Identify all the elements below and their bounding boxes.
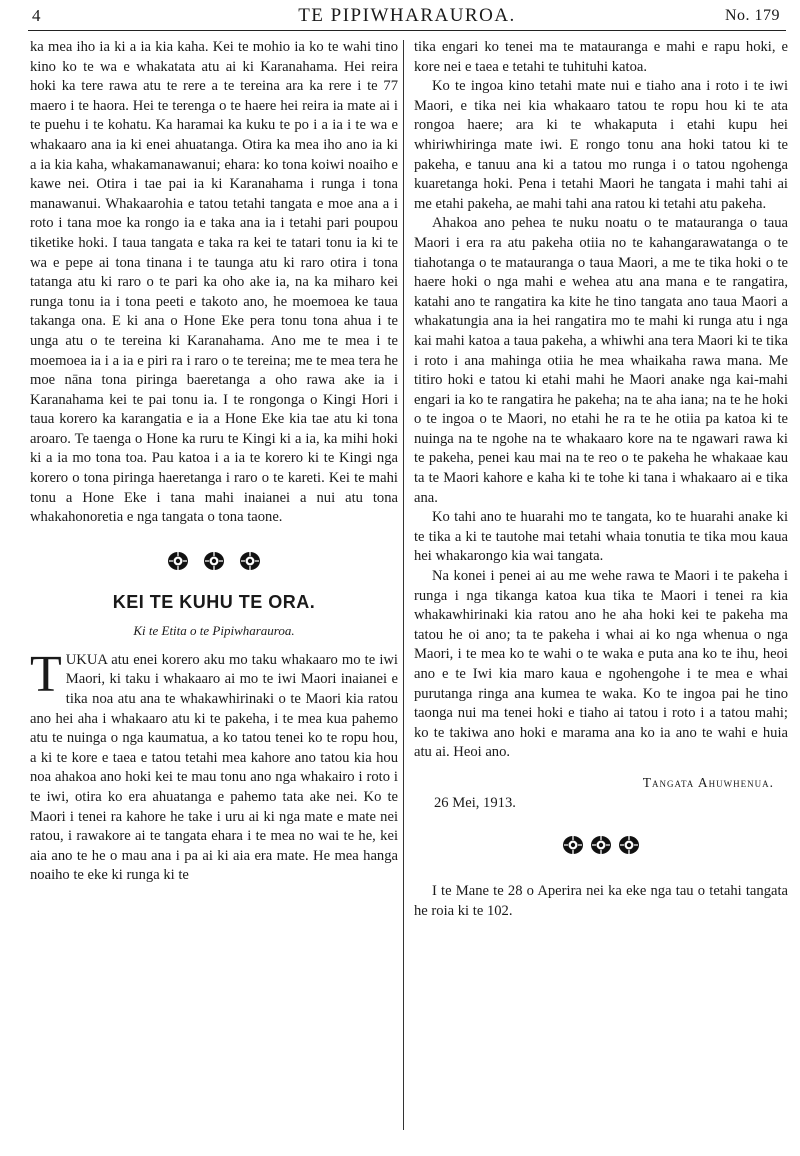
left-column [30, 38, 398, 886]
page-header [28, 4, 786, 31]
article-continuation-paragraph: ka mea iho ia ki a ia kia kaha. Kei te mohio ia ko te wahi tino kino ko te wa e whakatata atu ai ki Karanahama. Hei reira hoki ka tere rawa atu te rere a te tereina ara ka rere i te 77 maero i te haora. Hei te terenga o te haere hei reira ia mate ai i te puehu i te kohatu. Ka haramai ka kuku te po i a ia i te wa e whakaaro ana ia ki enei ahuatanga. Otira ka mea iho ano ia ki a ia kia kaha, whakamanawanui; ehara: ko tona koiwi noaiho e kawe nei. Otira i tae pai ia ki Karanahama i runga i tona manawanui. Whakaarohia e tatou tetahi tangata e moe ana a i roto i tana moe ka rongo ia e taka ana ia i tetahi pari poupou tiketike hoki. I taua tangata e taka ra kei te tatari tonu ia ki te wa e pepe ai tona tinana i te taunga atu ki raro otira i tona tatanga atu ki raro o te pari ka oho ake ia, na ka miharo kei runga tonu ia i tona peeti e takoto ano, he moemoea ke taua takanga ona. E ki ana o Hone Eke pera tonu tona ahua i te unga atu o te tereina ki Karanahama. Ano me te mea i te moemoea ia i a ia e piri ra i raro o te tereina; me te mea tera he moe nāna tona piringa baeretanga a oho rawa ake ia i Karanahama kei te pai tonu ia. I te rongonga o Kingi Hori i taua korero ka karangatia e ia a Hone Eke kia tae atu ki tona aroaro. Te taenga o Hone ka ruru te Kingi ki a ia, ka mihi hoki ki a ia mo tona toa. Pau katoa i a ia te korero ki te Kingi nga korero o tona piringa haeretanga i raro o te kareti. Kei te mahi tonu a Hone Eke i tana mahi inaianei a nui atu tona whakahonoretia e nga tangata o tona taone. [30, 39, 398, 526]
letter-paragraph: Ko te ingoa kino tetahi mate nui e tiaho ana i roto i te iwi Maori, e tika nei kia whakaaro tatou te ropu hou ki te ata rongoa haere; ara ki te whakaputa i etahi kupu hei whiriwhiringa mate iwi. E rongo tonu ana hoki tatou ki te pakeha, e tanuu ana ki a tatou mo runga i o tatou ngohenga kuaretanga hoki. Pena i tetahi Maori he tangata i mahi tahi ai me etahi pakeha, ae mahi tahi ana ratou ki tetahi atu pakeha. [414, 78, 788, 212]
letter-text: UKUA atu enei korero aku mo taku whakaaro mo te iwi Maori, ki taku i whakaaro ai mo te iwi Maori inaianei e tika noa atu ana te whakawhirinaki o te Maori kia ratou ano hei aha i whakaaro atu ki te pakeha, i te mea kua pahemo atu te nuinga o nga kaumatua, a ko tatou tenei ko te ropu hou, a ki te kore e taea e tatou tetahi mea kahore ano tatou kia hou noa ahakoa ano hoki kei te mau tonu ano nga whakairo i roto i te iwi, otira ko era ahuatanga e pahemo tata ake nei. Ko te Maori i tenei ra kahore he take i uru ai ki nga mate e mate nei ratou, i rawakore ai te tangata ehara i te mea no wai te he, kei aia ano te he o mau ana i pa ai ki aia era mate. He mea hanga noaiho te eke ki runga ki te [30, 651, 398, 884]
flower-ornament-icon [166, 550, 190, 572]
section-ornament [414, 834, 788, 856]
article-subheading: Ki te Etita o te Pipiwharauroa. [133, 622, 295, 638]
right-column [414, 38, 788, 921]
page-number: 4 [32, 6, 41, 25]
flower-ornament-icon [617, 834, 641, 856]
letter-paragraph: Ko tahi ano te huarahi mo te tangata, ko te huarahi anake ki te tika a ki te tautohe mai tetahi whaia tonutia te tika mou kaua hei whakarongo kia wai tangata. [414, 509, 788, 565]
flower-ornament-icon [589, 834, 613, 856]
news-item-paragraph: I te Mane te 28 o Aperira nei ka eke nga tau o tetahi tangata he roia ki te 102. [414, 882, 788, 919]
section-ornament [30, 550, 398, 572]
letter-paragraph [30, 645, 398, 886]
article-heading: KEI TE KUHU TE ORA. [112, 591, 316, 612]
drop-cap: T [30, 645, 62, 703]
issue-number: No. 179 [724, 7, 780, 24]
column-divider [403, 40, 404, 1130]
flower-ornament-icon [202, 550, 226, 572]
flower-ornament-icon [561, 834, 585, 856]
letter-paragraph: tika engari ko tenei ma te matauranga e mahi e rapu hoki, e kore nei e taea e tetahi te tuhituhi katoa. [414, 39, 788, 75]
letter-date: 26 Mei, 1913. [434, 794, 516, 811]
letter-paragraph: Ahakoa ano pehea te nuku noatu o te matauranga o taua Maori i era ra atu pakeha otiia no te kahangarawatanga o te tiahotanga o te matauranga o taua Maori, a me te tika hoki o te haere hoki o nga mahi e wehea atu ana mana e te rangatira, katahi ano te rangatira ka kite he tino tangata ano taua Maori a whakatungia ana ia hei rangatira mo te mahi ki runga atu i nga kai mahi katoa a taua pakeha, a whiwhi ana tera Maori ki te tika i roto i ana mahinga otiia he mea whaikaha rawa mana. Me titiro hoki e tatou ki etahi mahi he Maori anake nga kai-mahi engari ia ko te rangatira he pakeha; na te aha iana; na te he hoki o te ingoa o te Maori, no etahi he ra te he otiia pa katoa ki te nuinga na te ngohe na te whakaaro kore na te ngawari rawa ki te pakeha, penei kau mai na te reo o te pakeha he whakaae kau ta te Maori kahore e kaha ki te tohe ki tana i whakaaro ai e tika ana. [414, 215, 788, 506]
letter-signature: Tangata Ahuwhenua. [642, 774, 774, 790]
letter-paragraph: Na konei i penei ai au me wehe rawa te Maori i te pakeha i runga i nga tikanga katoa kua tika te Maori i tenei ra kia whakawhirinaki kia ratou ano he aha hoki kei te pakeha ma tatou he oi ano; ta te pakeha i whai ai ko nga whenua o nga Maori, i te mea ko te wahi o te waka e puta ana ko te ihu, heoi ano e te Iwi kia maro kaua e ngohengohe i te mea e whai purutanga ringa ana kumea te waka. Ko te ingoa pai he tino taonga nui ma tenei hoki e tiaho ai tatou i roto i a tatou mahi; ko te takiwa ano hoki e marama ana ko ia ano te wahi e huia atu ai. Heoi ano. [414, 568, 788, 761]
flower-ornament-icon [238, 550, 262, 572]
masthead-title: TE PIPIWHARAUROA. [298, 5, 516, 26]
